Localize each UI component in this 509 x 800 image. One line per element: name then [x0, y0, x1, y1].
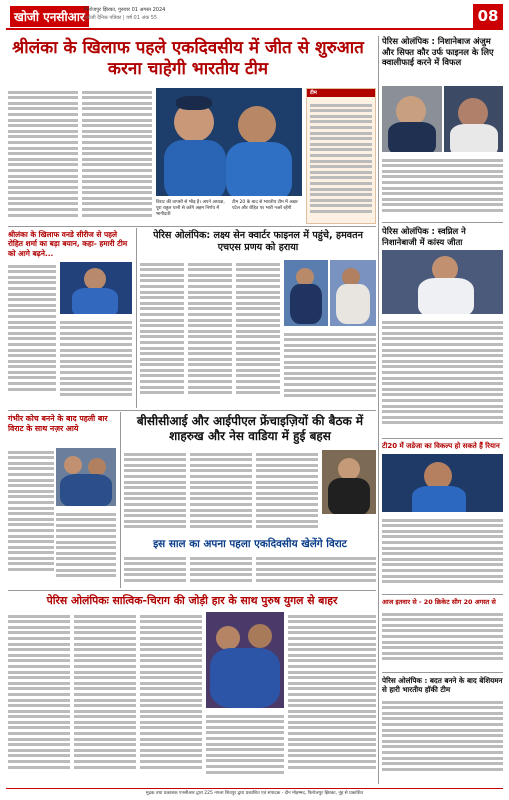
side-top-headline: पेरिस ओलंपिक : निशानेबाज अंजुम और सिफ्त कौर उर्फ फाइनल के लिए क्वालीफाई करने में विफल: [382, 36, 494, 67]
virat-article-3: [256, 554, 376, 586]
side-mid-photo: [382, 250, 503, 314]
main-article-col-2: [82, 88, 152, 228]
main-article-col-1: [8, 88, 78, 228]
side-mid-headline: पेरिस ओलंपिक : स्वप्निल ने निशानेबाजी में कांस्य जीता: [382, 226, 466, 247]
side-top-photo-1: [382, 86, 442, 152]
satwik-article-5: [288, 612, 376, 784]
main-photo-caption-left: विराट की वापसी से भीड़ है। अपने अध्यक्ष, पूरा राहुल यानी से करेंगे अहम निर्णय में भागीदारी: [156, 200, 225, 217]
lakshya-article-4: [284, 330, 376, 406]
virat-headline: इस साल का अपना पहला एकदिवसीय खेलेंगे विराट: [153, 538, 347, 550]
satwik-article-3: [140, 612, 202, 784]
satwik-headline: पेरिस ओलंपिकः सात्विक-चिराग की जोड़ी हार के साथ पुरुष युगल से बाहर: [46, 594, 338, 607]
side-bottom1-article: [382, 610, 503, 668]
side-t20-photo: [382, 454, 503, 512]
rohit-article-2: [60, 318, 132, 402]
issue-date: फिरोजपुर झिरका, गुरुवार 01 अगस्त 2024: [84, 7, 166, 13]
issue-subtitle: अंग्रेजी दैनिक पत्रिका | वर्ष 01 अंक 55: [84, 15, 158, 21]
virat-article-1: [124, 554, 186, 586]
team-label: टीम: [307, 89, 375, 97]
team-list: [310, 101, 372, 221]
satwik-article-1: [8, 612, 70, 784]
lakshya-photo-1: [284, 260, 328, 326]
side-t20-article: [382, 516, 503, 590]
main-photo: [156, 88, 302, 196]
gambhir-article: [8, 448, 54, 584]
side-bottom2-article: [382, 698, 503, 784]
bcci-article-2: [190, 450, 252, 534]
side-bottom1-headline: आज इतवार से - 20 क्रिकेट सीग 20 अगस्त से: [382, 598, 496, 606]
bcci-headline: बीसीसीआई और आईपीएल फ्रेंचाइज़ियों की बैठक में शाहरुख और नेस वाडिया में हुई बहस: [136, 414, 364, 443]
masthead: [6, 4, 503, 30]
rohit-photo: [60, 262, 132, 314]
lakshya-article-3: [236, 260, 280, 406]
side-t20-headline: टी20 में जडेजा का विकल्प हो सकते हैं रियान: [382, 442, 500, 450]
side-top-article: [382, 156, 503, 216]
side-top-photo-2: [444, 86, 503, 152]
virat-article-2: [190, 554, 252, 586]
lakshya-article-2: [188, 260, 232, 406]
lakshya-article-1: [140, 260, 184, 406]
satwik-article-4: [206, 712, 284, 784]
satwik-photo: [206, 612, 284, 708]
bcci-article-1: [124, 450, 186, 534]
main-photo-caption-right: टीम 20 के बाद से भारतीय टीम में अक्षर पटेल और रोहित पर भारी नजरें रहेंगी: [232, 200, 298, 211]
lakshya-photo-2: [330, 260, 376, 326]
bcci-article-3: [256, 450, 318, 534]
newspaper-logo: खोजी एनसीआर: [10, 6, 89, 27]
side-bottom2-headline: पेरिस ओलंपिक : बदत बनने के बाद बेशियमन से हारी भारतीय हॉकी टीम: [382, 676, 503, 694]
page-number: 08: [473, 4, 503, 28]
rohit-headline: श्रीलंका के खिलाफ वनडे सीरीज से पहले रोहित शर्मा का बड़ा बयान, कहा- हमारी टीम को आगे बढ़ने...: [8, 230, 128, 258]
side-mid-article: [382, 318, 503, 434]
footer-imprint: मुद्रक तथा प्रकाशक एनसीआर द्वारा 225 नगला शिवपुर द्वारा प्रकाशित एवं संपादक - दीन मोहम्मद, फिरोजपुर झिरका, नूंह से प्रकाशित: [6, 788, 503, 798]
satwik-article-2: [74, 612, 136, 784]
bcci-photo: [322, 450, 376, 514]
gambhir-article-2: [56, 510, 116, 584]
gambhir-headline: गंभीर कोच बनने के बाद पहली बार विराट के साथ नज़र आये: [8, 414, 108, 433]
main-headline: श्रीलंका के खिलाफ पहले एकदिवसीय में जीत से शुरुआत करना चाहेगी भारतीय टीम: [12, 38, 364, 79]
lakshya-headline: पेरिस ओलंपिक: लक्ष्य सेन क्वार्टर फाइनल में पहुंचे, हमवतन एचएस प्रणय को हराया: [153, 230, 363, 253]
team-box: [306, 88, 376, 224]
rohit-article-1: [8, 262, 56, 402]
gambhir-photo: [56, 448, 116, 506]
